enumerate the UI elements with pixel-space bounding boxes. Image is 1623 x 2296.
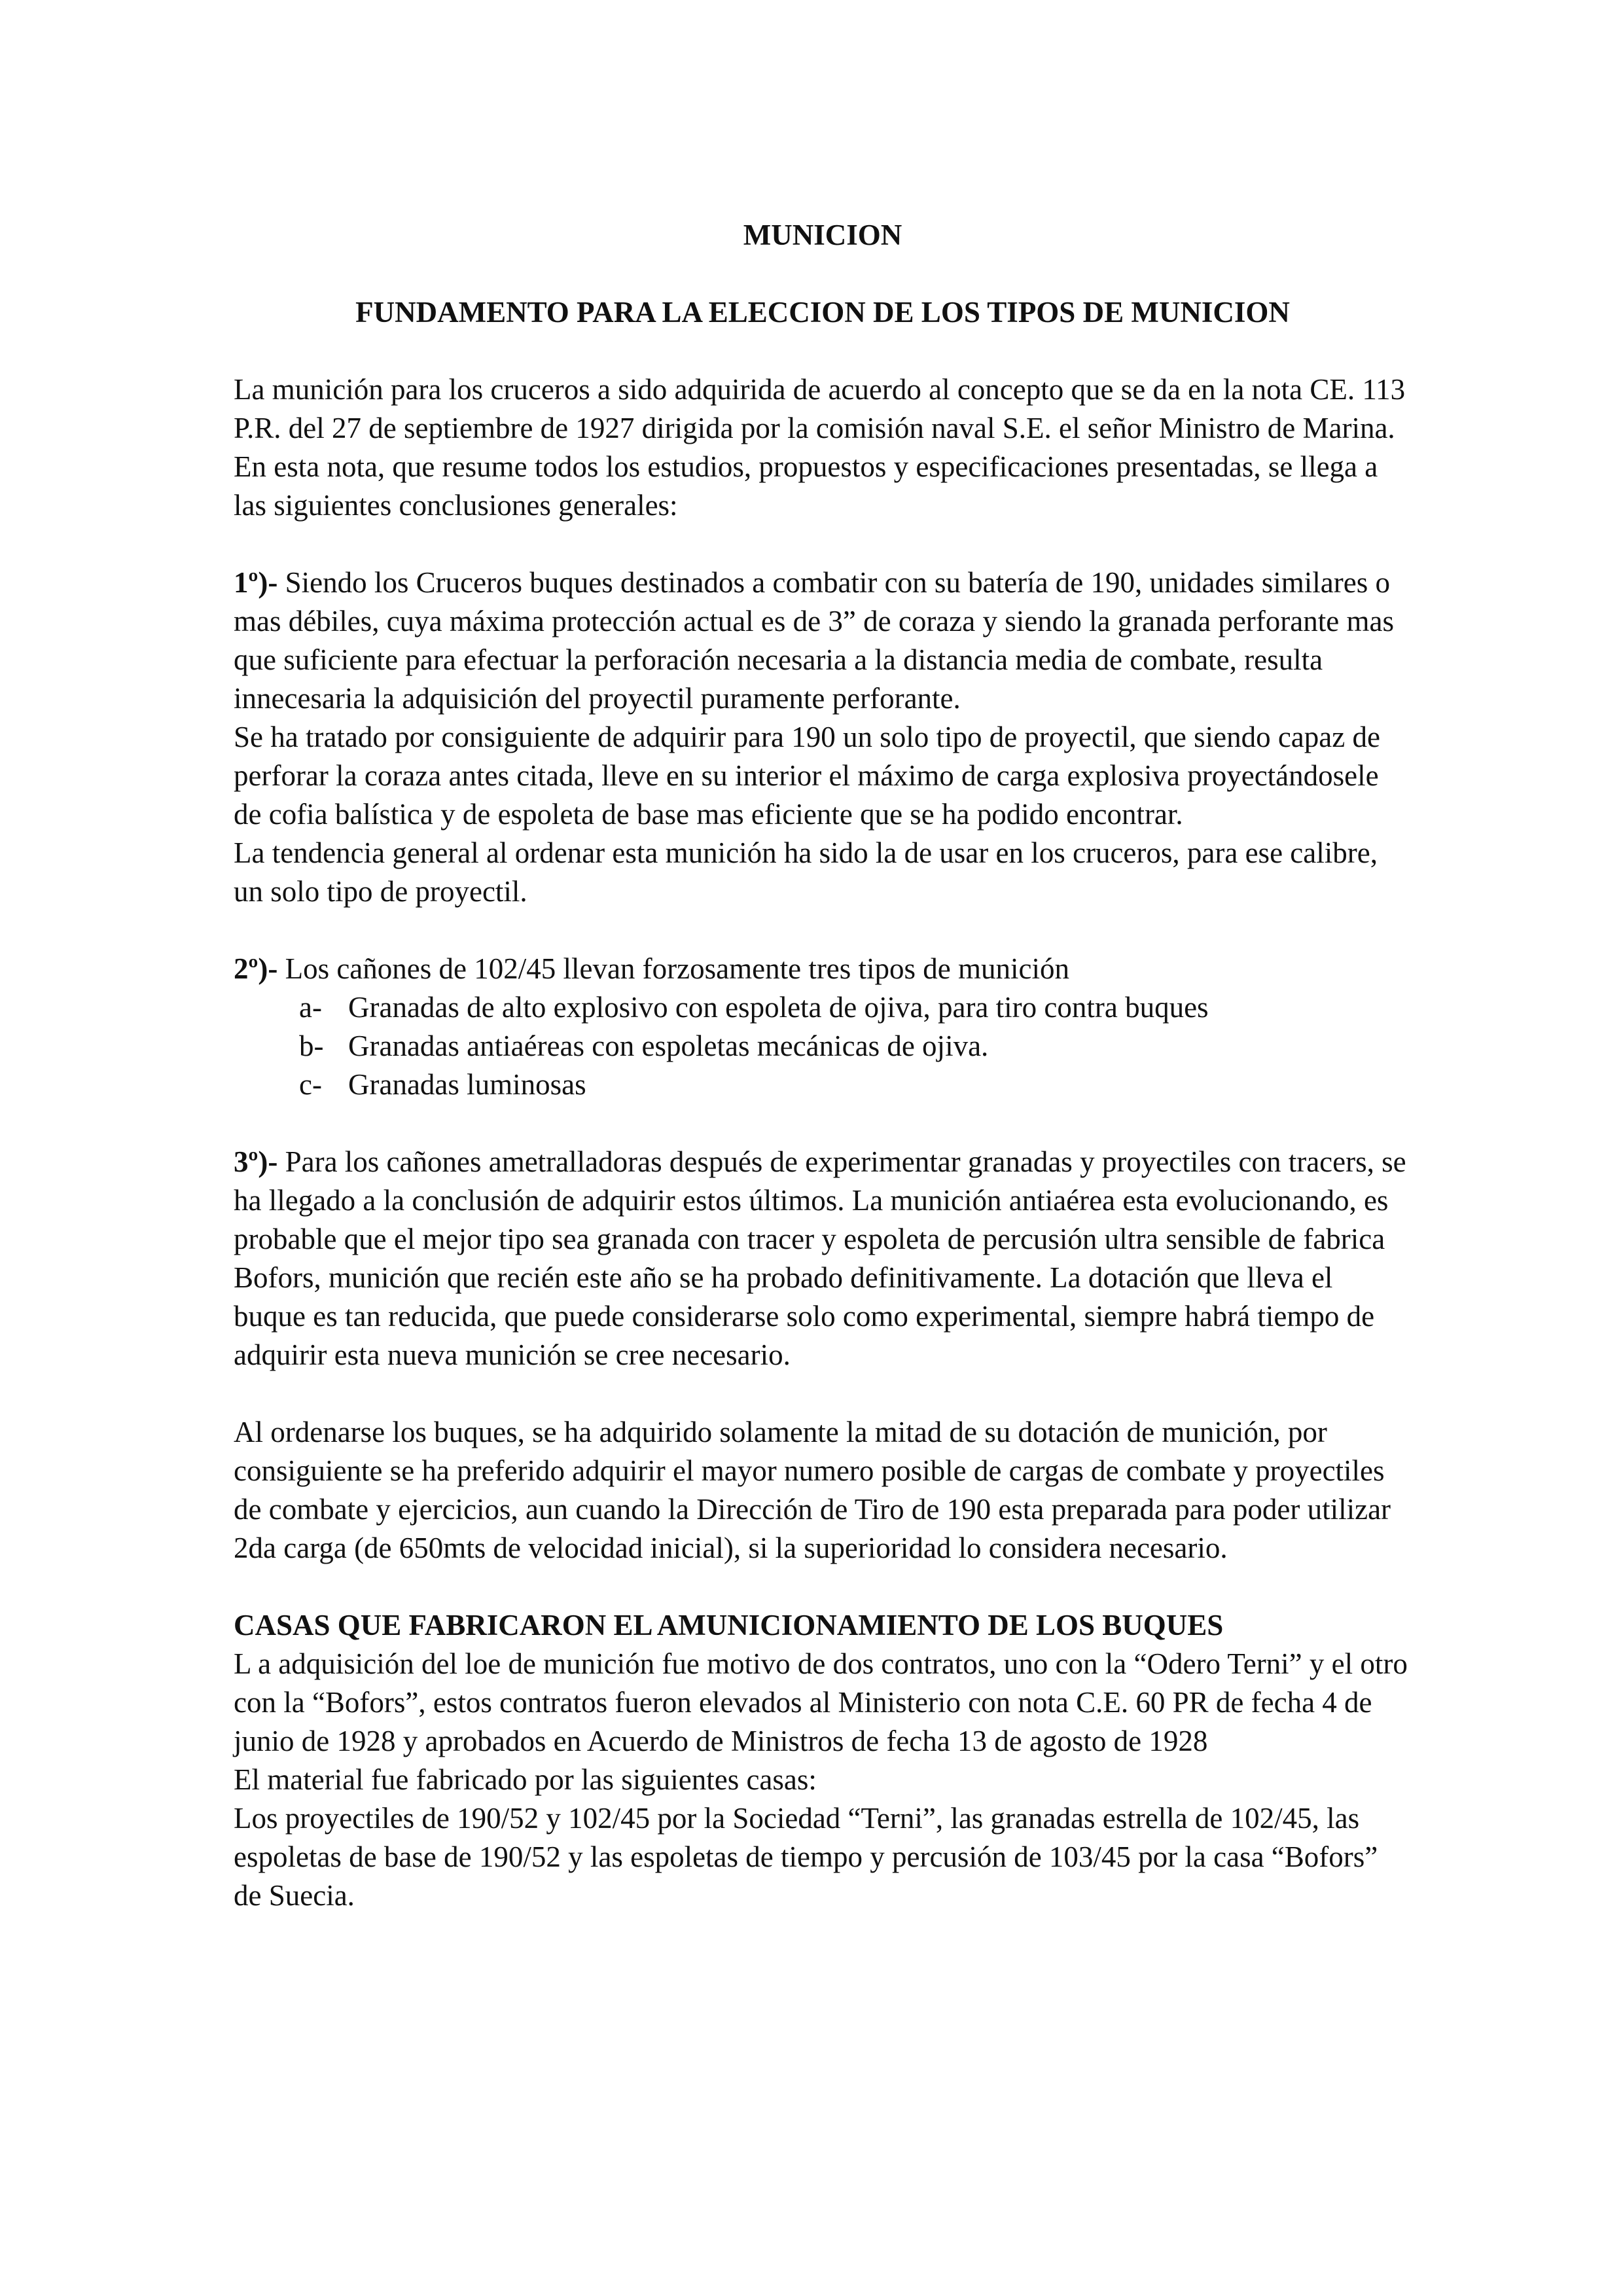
list-item [234,1027,1412,1066]
point-2-paragraph [234,950,1412,988]
section-2-paragraph-1: L a adquisición del loe de munición fue motivo de dos contratos, uno con la “Odero Terni” y el otro con la “Bofors”, estos contratos fueron elevados al Ministerio con nota C.E. 60 PR de fecha 4 de junio de 1928 y aprobados en Acuerdo de Ministros de fecha 13 de agosto de 1928 [234,1647,1408,1757]
section-heading: CASAS QUE FABRICARON EL AMUNICIONAMIENTO DE LOS BUQUES [234,1609,1224,1641]
point-1-paragraph-2: Se ha tratado por consiguiente de adquirir para 190 un solo tipo de proyectil, que siendo capaz de perforar la coraza antes citada, lleve en su interior el máximo de carga explosiva proyectándosele de cofia balística y de espoleta de base mas eficiente que se ha podido encontrar. [234,721,1380,831]
point-1-text: Siendo los Cruceros buques destinados a combatir con su batería de 190, unidades similares o mas débiles, cuya máxima protección actual es de 3” de coraza y siendo la granada perforante mas que suficiente para efectuar la perforación necesaria a la distancia media de combate, resulta innecesaria la adquisición del proyectil puramente perforante. [234,566,1394,715]
point-2-label: 2º)- [234,952,278,985]
point-1-paragraph [234,564,1412,718]
list-item [234,988,1412,1027]
section-2-paragraph-2: El material fue fabricado por las siguientes casas: [234,1763,817,1796]
spacer [234,1568,1412,1606]
spacer [234,911,1412,950]
point-3-label: 3º)- [234,1145,278,1178]
spacer [234,1104,1412,1143]
list-marker: a- [299,991,322,1024]
point-1-label: 1º)- [234,566,278,599]
list-marker: b- [299,1030,324,1062]
list-item-text: Granadas de alto explosivo con espoleta de ojiva, para tiro contra buques [348,991,1209,1024]
document-title: MUNICION [743,219,902,251]
section-2-paragraph-3: Los proyectiles de 190/52 y 102/45 por la Sociedad “Terni”, las granadas estrella de 102/45, las espoletas de base de 190/52 y las espoletas de tiempo y percusión de 103/45 por la casa “Bofors” de Suecia. [234,1802,1378,1912]
spacer [234,1374,1412,1413]
list-item-text: Granadas luminosas [348,1068,586,1101]
spacer [234,525,1412,564]
point-3-paragraph [234,1143,1412,1374]
list-item [234,1066,1412,1104]
spacer [234,332,1412,370]
ordering-paragraph: Al ordenarse los buques, se ha adquirido solamente la mitad de su dotación de munición, por consiguiente se ha preferido adquirir el mayor numero posible de cargas de combate y proyectiles de combate y ejercicios, aun cuando la Dirección de Tiro de 190 esta preparada para poder utilizar 2da carga (de 650mts de velocidad inicial), si la superioridad lo considera necesario. [234,1416,1391,1564]
list-marker: c- [299,1068,322,1101]
list-item-text: Granadas antiaéreas con espoletas mecánicas de ojiva. [348,1030,989,1062]
point-2-text: Los cañones de 102/45 llevan forzosamente tres tipos de munición [277,952,1070,985]
intro-paragraph: La munición para los cruceros a sido adquirida de acuerdo al concepto que se da en la nota CE. 113 P.R. del 27 de septiembre de 1927 dirigida por la comisión naval S.E. el señor Ministro de Marina. En esta nota, que resume todos los estudios, propuestos y especificaciones presentadas, se llega a las siguientes conclusiones generales: [234,373,1406,522]
document-subtitle: FUNDAMENTO PARA LA ELECCION DE LOS TIPOS DE MUNICION [355,296,1290,329]
document-page [234,216,1412,1915]
point-3-text: Para los cañones ametralladoras después de experimentar granadas y proyectiles con tracers, se ha llegado a la conclusión de adquirir estos últimos. La munición antiaérea esta evolucionando, es probable que el mejor tipo sea granada con tracer y espoleta de percusión ultra sensible de fabrica Bofors, munición que recién este año se ha probado definitivamente. La dotación que lleva el buque es tan reducida, que puede considerarse solo como experimental, siempre habrá tiempo de adquirir esta nueva munición se cree necesario. [234,1145,1406,1371]
point-1-paragraph-3: La tendencia general al ordenar esta munición ha sido la de usar en los cruceros, para ese calibre, un solo tipo de proyectil. [234,836,1378,908]
ammunition-type-list [234,988,1412,1104]
